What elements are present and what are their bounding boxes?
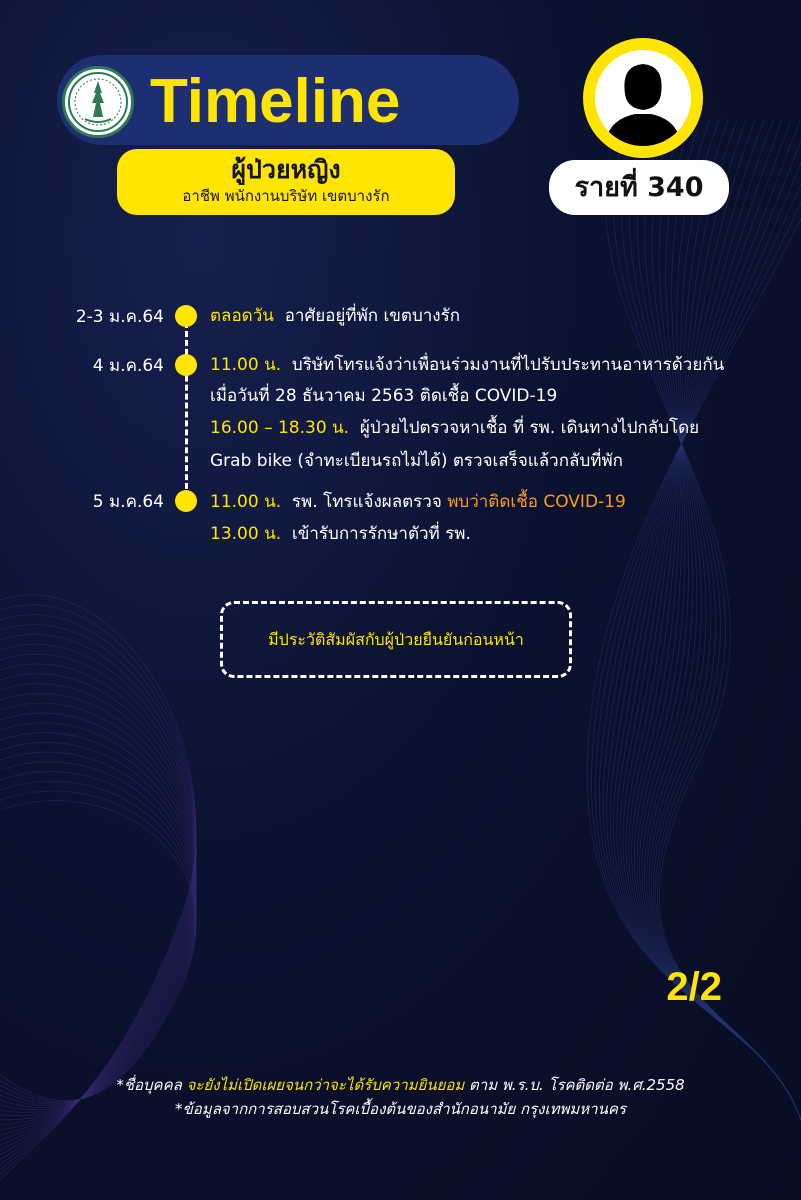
occupation-label: อาชีพ พนักงานบริษัท เขตบางรัก (182, 187, 390, 205)
footnote-privacy (40, 1074, 761, 1096)
timeline-entry (210, 384, 557, 408)
footnote-prefix: *ชื่อบุคคล (116, 1076, 182, 1094)
timeline-entry (210, 490, 626, 514)
entry-time: 13.00 น. (210, 524, 282, 544)
entry-text: รพ. โทรแจ้งผลตรวจ (291, 492, 442, 512)
bangkok-seal-icon (62, 66, 134, 138)
contact-history-note (220, 601, 572, 678)
entry-time: 11.00 น. (210, 492, 282, 512)
note-text: มีประวัติสัมผัสกับผู้ป่วยยืนยันก่อนหน้า (268, 630, 524, 649)
timeline-dot (175, 354, 197, 376)
timeline-date: 5 ม.ค.64 (92, 492, 164, 512)
timeline-date: 2-3 ม.ค.64 (75, 307, 164, 327)
entry-time: 11.00 น. (210, 355, 282, 375)
footnote-highlight: จะยังไม่เปิดเผยจนกว่าจะได้รับความยินยอม (186, 1076, 465, 1094)
entry-highlight: พบว่าติดเชื้อ COVID-19 (447, 492, 626, 512)
footnote-suffix: ตาม พ.ร.บ. โรคติดต่อ พ.ศ.2558 (469, 1076, 685, 1094)
timeline-dot (175, 490, 197, 512)
entry-text: บริษัทโทรแจ้งว่าเพื่อนร่วมงานที่ไปรับประทานอาหารด้วยกัน (291, 355, 725, 375)
person-silhouette-icon (595, 50, 691, 146)
footnote-source: *ข้อมูลจากการสอบสวนโรคเบื้องต้นของสำนักอนามัย กรุงเทพมหานคร (175, 1100, 626, 1118)
timeline-entry (210, 304, 460, 328)
patient-info-box (117, 149, 455, 215)
timeline-entry (210, 416, 699, 440)
timeline-dot (175, 305, 197, 327)
timeline-date: 4 ม.ค.64 (92, 356, 164, 376)
page-title: Timeline (150, 67, 401, 136)
page-number: 2/2 (666, 965, 722, 1009)
timeline-entry (210, 522, 471, 546)
entry-text: เมื่อวันที่ 28 ธันวาคม 2563 ติดเชื้อ COVID-19 (210, 386, 558, 406)
case-number-badge: รายที่ 340 (549, 160, 729, 215)
entry-text: เข้ารับการรักษาตัวที่ รพ. (291, 524, 471, 544)
timeline-entry (210, 449, 623, 473)
entry-text: ผู้ป่วยไปตรวจหาเชื้อ ที่ รพ. เดินทางไปกลับโดย (359, 418, 700, 438)
entry-text: Grab bike (จำทะเบียนรถไม่ได้) ตรวจเสร็จแล้วกลับที่พัก (210, 451, 623, 471)
timeline-entry (210, 353, 724, 377)
entry-text: อาศัยอยู่ที่พัก เขตบางรัก (284, 306, 461, 326)
entry-time: ตลอดวัน (210, 306, 274, 326)
timeline-connector (185, 322, 188, 498)
patient-label: ผู้ป่วยหญิง (231, 155, 341, 184)
entry-time: 16.00 – 18.30 น. (210, 418, 350, 438)
avatar (583, 38, 703, 158)
